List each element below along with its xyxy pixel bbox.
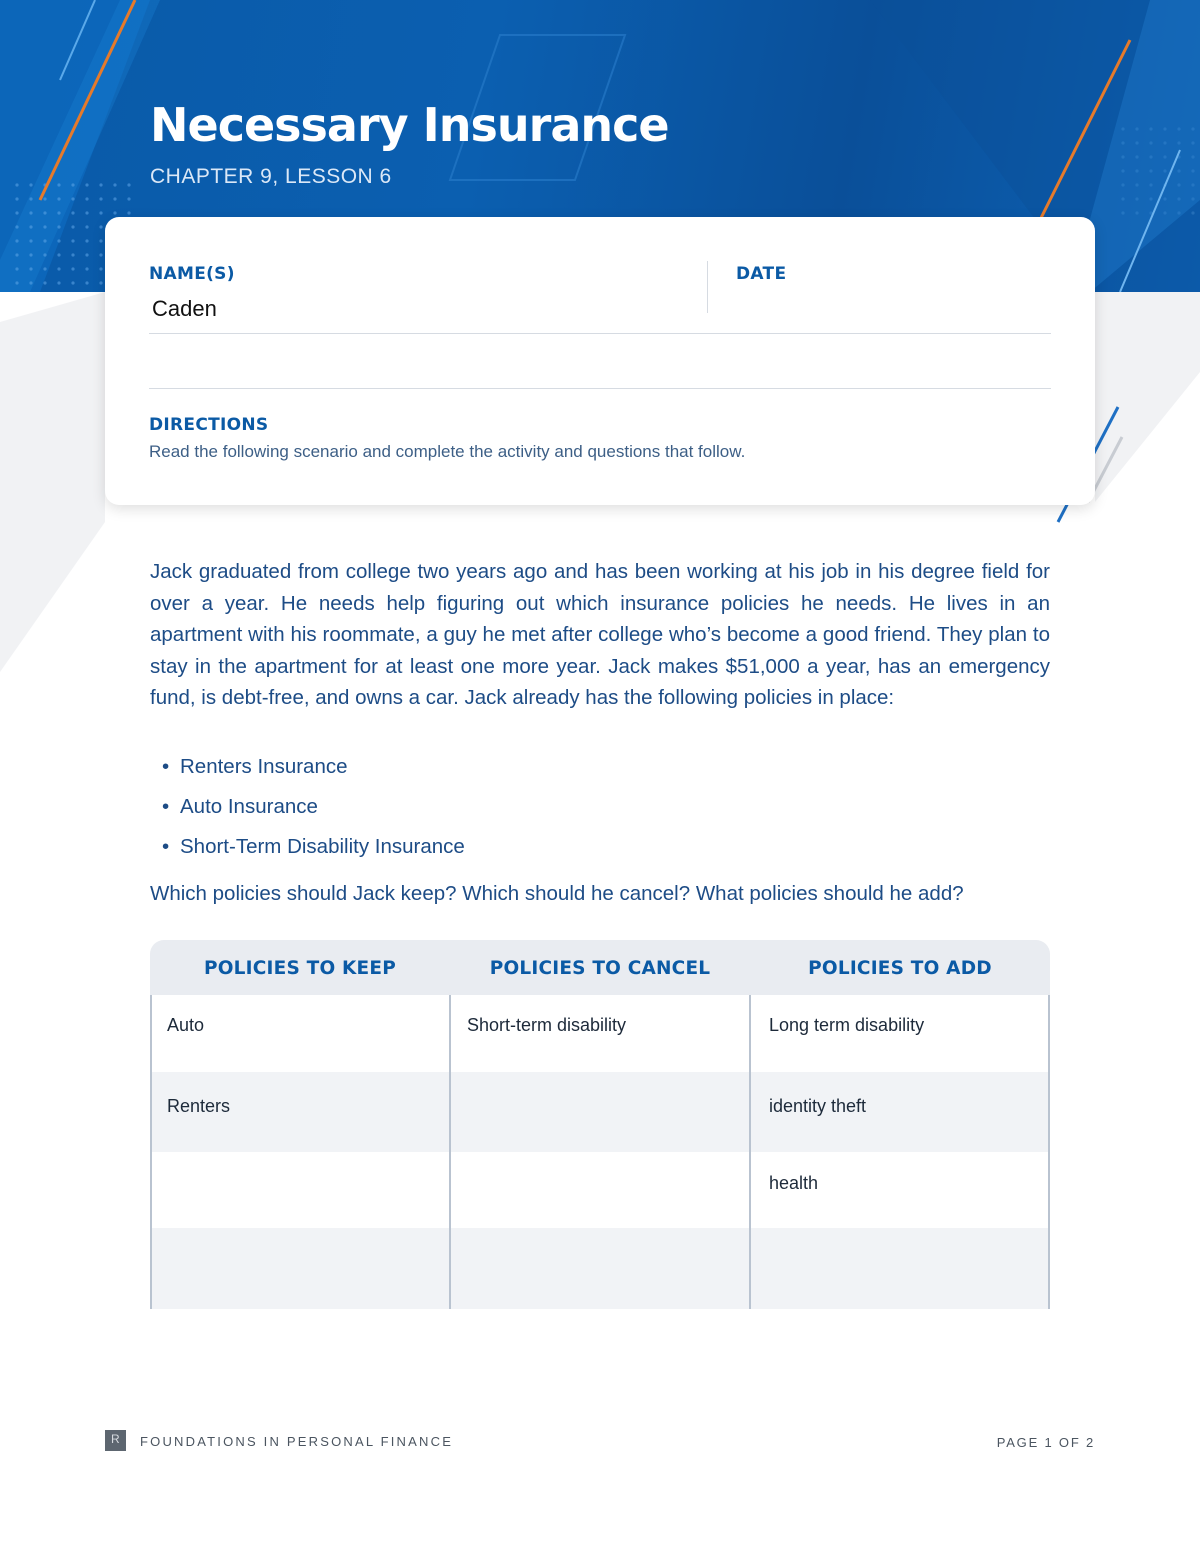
second-names-underline bbox=[149, 388, 1051, 389]
table-cell[interactable]: Renters bbox=[167, 1096, 231, 1116]
table-row bbox=[150, 1228, 1050, 1309]
table-cell[interactable]: identity theft bbox=[769, 1096, 867, 1116]
date-label: DATE bbox=[736, 264, 787, 284]
names-underline bbox=[149, 333, 1051, 334]
table-cell[interactable]: Long term disability bbox=[769, 1015, 925, 1035]
directions-text: Read the following scenario and complete the activity and questions that follow. bbox=[149, 442, 746, 461]
course-name: FOUNDATIONS IN PERSONAL FINANCE bbox=[140, 1433, 454, 1449]
table-row bbox=[150, 1072, 1050, 1152]
names-label: NAME(S) bbox=[149, 264, 235, 284]
header-policies-to-keep: POLICIES TO KEEP bbox=[204, 958, 396, 979]
header-policies-to-add: POLICIES TO ADD bbox=[808, 958, 992, 979]
table-column-divider bbox=[749, 995, 751, 1309]
table-column-divider bbox=[150, 995, 152, 1309]
policy-auto: Auto Insurance bbox=[180, 795, 318, 818]
policy-renters: Renters Insurance bbox=[180, 755, 348, 778]
names-field[interactable]: Caden bbox=[152, 296, 217, 321]
list-item: • Auto Insurance bbox=[162, 795, 318, 818]
footer-course bbox=[105, 1432, 453, 1452]
ramsey-logo-icon: R bbox=[105, 1430, 126, 1451]
table-cell[interactable]: Short-term disability bbox=[467, 1015, 627, 1035]
table-row bbox=[150, 1152, 1050, 1228]
form-card bbox=[105, 217, 1095, 505]
directions-label: DIRECTIONS bbox=[149, 415, 269, 435]
list-item: • Renters Insurance bbox=[162, 755, 348, 778]
policies-table bbox=[150, 940, 1050, 1309]
current-policies-list bbox=[162, 752, 465, 872]
field-divider bbox=[707, 261, 708, 313]
activity-question: Which policies should Jack keep? Which should he cancel? What policies should he add? bbox=[150, 882, 964, 905]
table-cell[interactable]: health bbox=[769, 1173, 819, 1193]
date-field[interactable] bbox=[736, 296, 1046, 326]
table-column-divider bbox=[1048, 995, 1050, 1309]
table-column-divider bbox=[449, 995, 451, 1309]
page-title: Necessary Insurance bbox=[150, 98, 669, 152]
scenario-paragraph: Jack graduated from college two years ago and has been working at his job in his degree field for over a year. He needs help figuring out which insurance policies he needs. He lives in an apartment with his roommate, a guy he met after college who’s become a good friend. They plan to stay in the apartment for at least one more year. Jack makes $51,000 a year, has an emergency fund, is debt-free, and owns a car. Jack already has the following policies in place: bbox=[150, 560, 1050, 709]
page-number: PAGE 1 OF 2 bbox=[996, 1435, 1095, 1450]
chapter-lesson-label: CHAPTER 9, LESSON 6 bbox=[150, 165, 392, 188]
list-item: • Short-Term Disability Insurance bbox=[162, 835, 465, 858]
table-row bbox=[150, 995, 1050, 1072]
policy-short-term-disability: Short-Term Disability Insurance bbox=[180, 835, 465, 858]
table-header bbox=[150, 940, 1050, 995]
table-cell[interactable]: Auto bbox=[167, 1015, 205, 1035]
header-policies-to-cancel: POLICIES TO CANCEL bbox=[489, 958, 711, 979]
